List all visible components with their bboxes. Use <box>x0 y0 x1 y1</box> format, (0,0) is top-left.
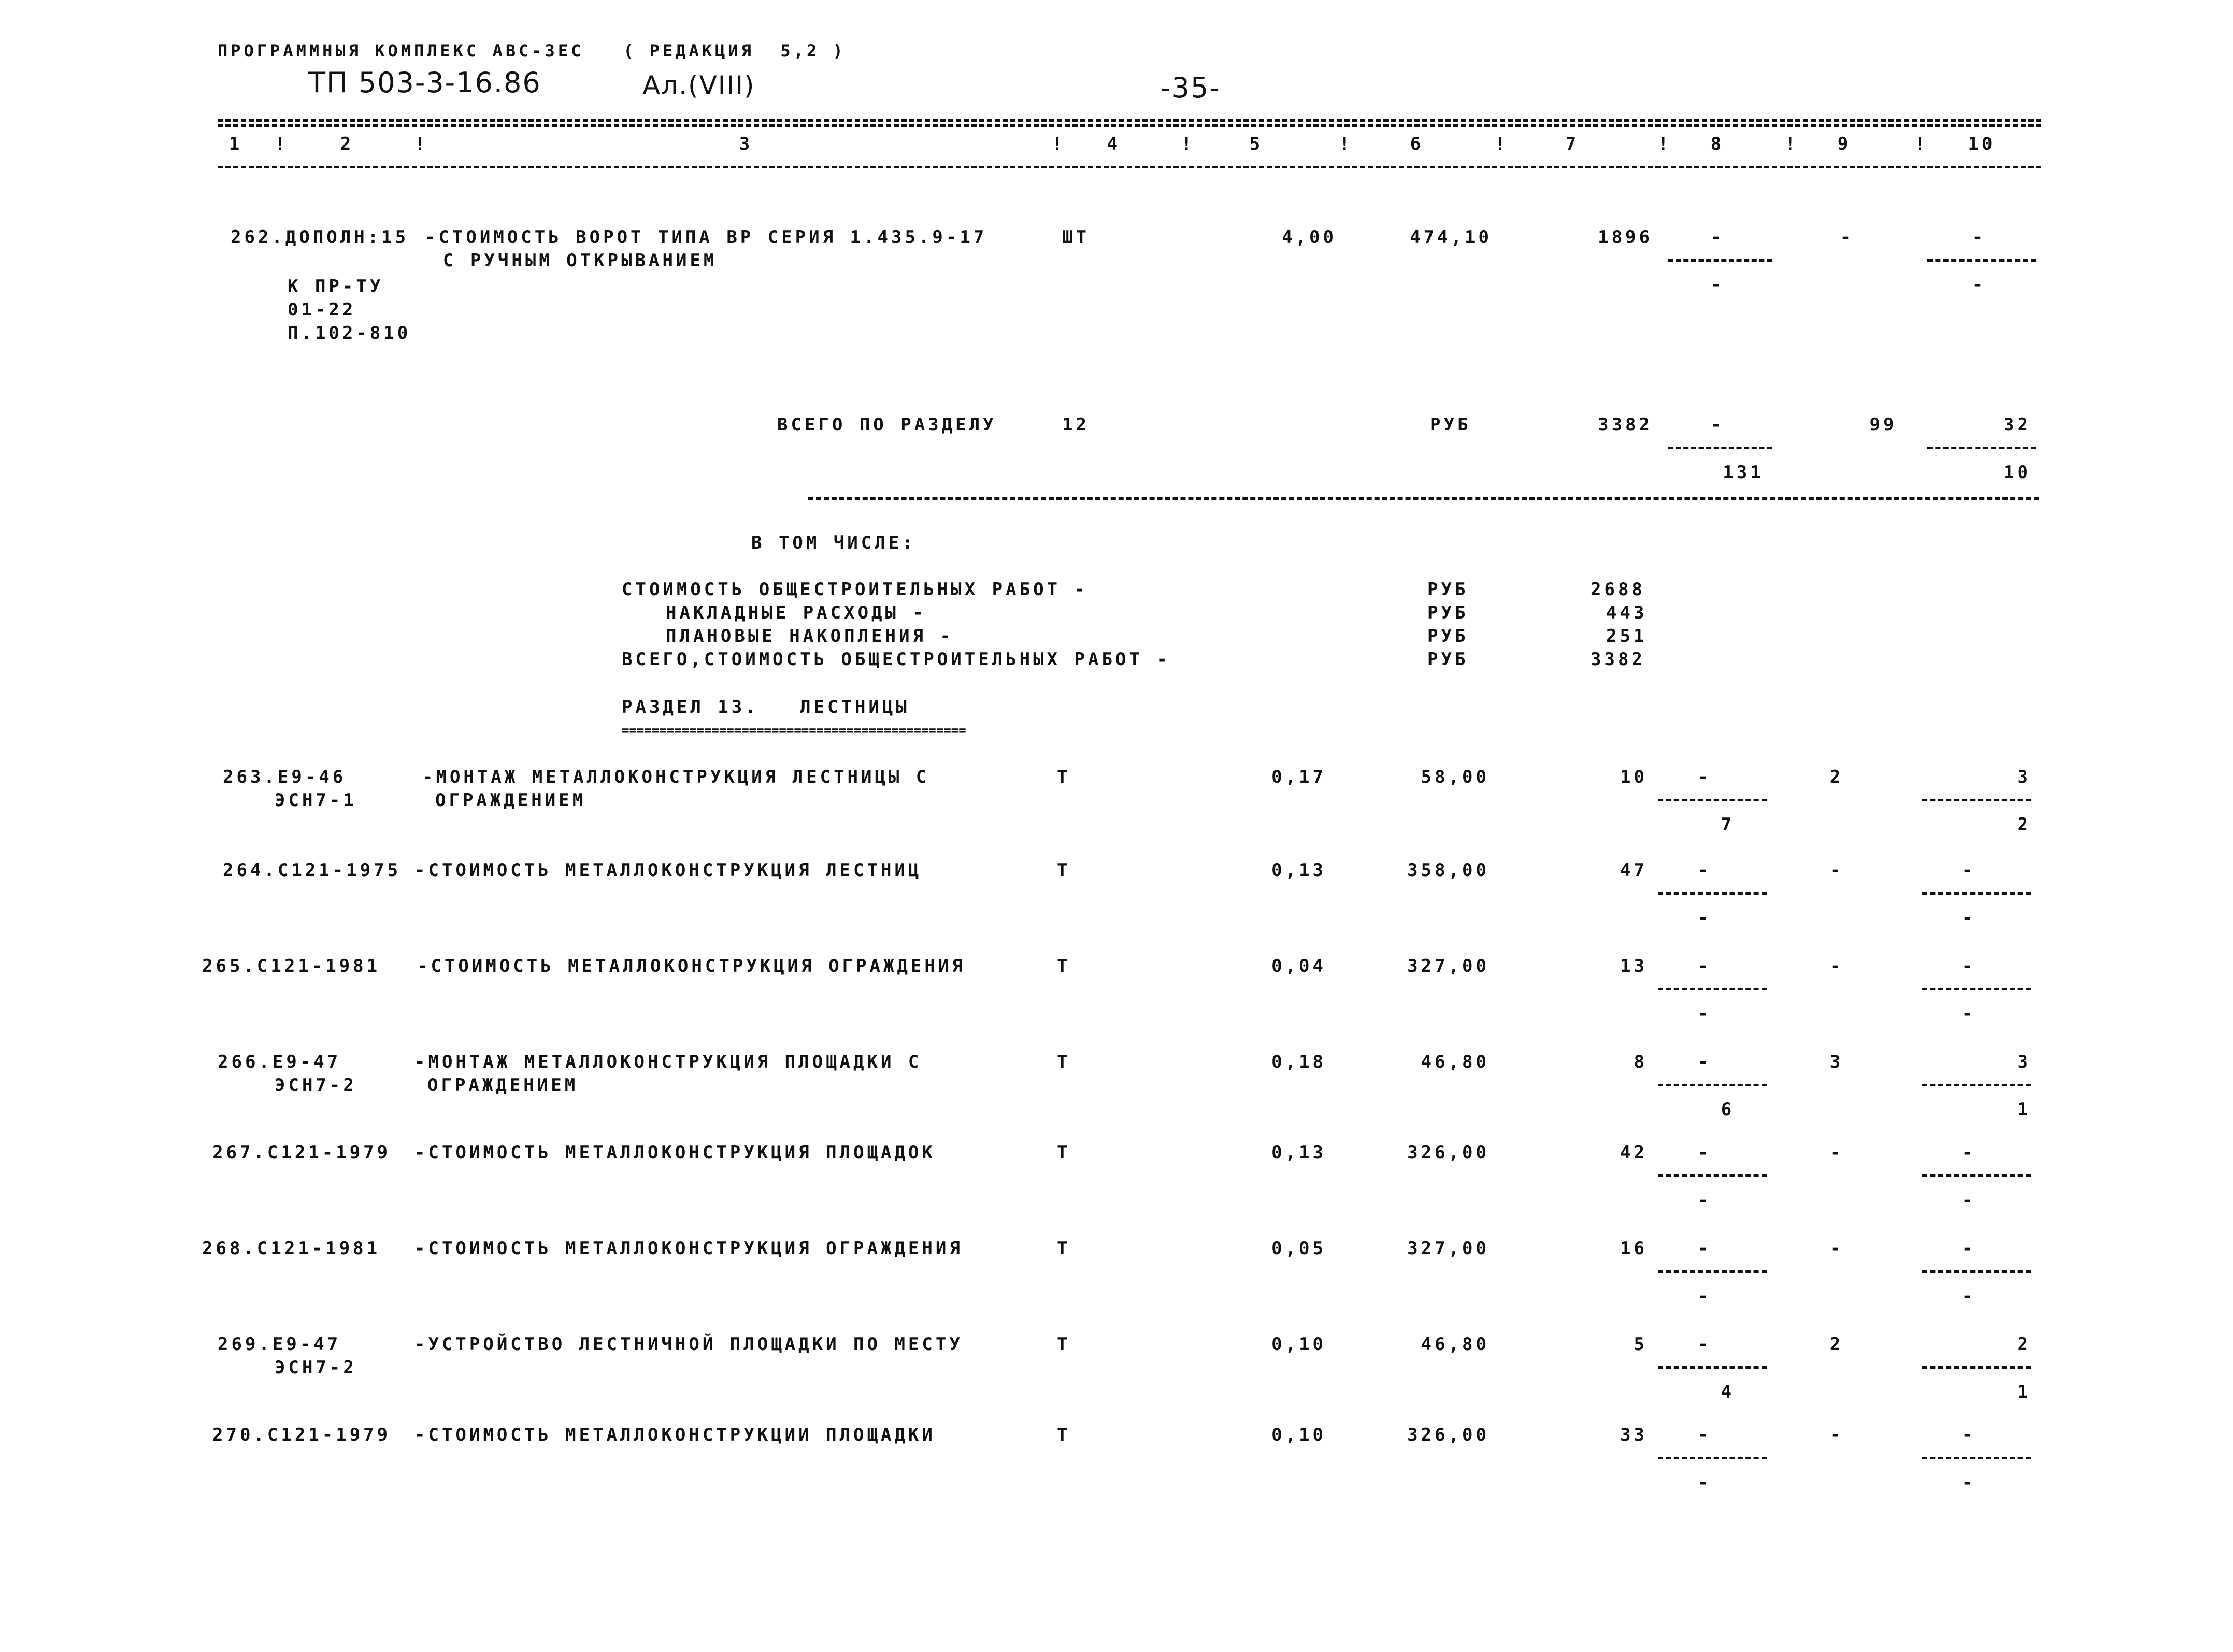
item-total: 33 <box>1620 1425 1648 1445</box>
item-c10-bot: 1 <box>2017 1099 2031 1120</box>
item-price: 58,00 <box>1421 767 1490 787</box>
col-num-2: 2 <box>340 134 354 154</box>
col-sep: ! <box>1658 134 1672 154</box>
item-desc: -СТОИМОСТЬ МЕТАЛЛОКОНСТРУКЦИЯ ОГРАЖДЕНИЯ <box>417 956 966 976</box>
item-ref: 01-22 <box>288 299 356 320</box>
item-unit: Т <box>1057 1425 1071 1445</box>
item-ref: К ПР-ТУ <box>288 276 384 297</box>
item-desc-cont: С РУЧНЫМ ОТКРЫВАНИЕМ <box>443 250 718 271</box>
item-c10-top: - <box>1962 1142 1976 1163</box>
item-c9: - <box>1829 1425 1844 1445</box>
item-desc: -МОНТАЖ МЕТАЛЛОКОНСТРУКЦИЯ ПЛОЩАДКИ С <box>414 1052 922 1072</box>
item-qty: 0,13 <box>1271 860 1326 881</box>
item-total: 42 <box>1620 1142 1648 1163</box>
item-total: 1896 <box>1598 227 1653 248</box>
item-c8-bot: 6 <box>1721 1099 1735 1120</box>
col-sep: ! <box>1339 134 1353 154</box>
including-row-unit: РУБ <box>1427 579 1469 600</box>
program-header: ПРОГРАММНЫЯ КОМПЛЕКС АВС-3ЕС ( РЕДАКЦИЯ 5,2 ) <box>218 41 846 61</box>
item-qty: 0,13 <box>1271 1142 1326 1163</box>
section-total-unit: РУБ <box>1430 414 1471 435</box>
col-num-9: 9 <box>1837 134 1852 154</box>
col-num-1: 1 <box>228 134 243 154</box>
section-total-c10-top: 32 <box>2003 414 2031 435</box>
including-row-value: 443 <box>1606 602 1648 623</box>
item-code: 265.С121-1981 <box>202 956 381 976</box>
item-subcode: ЭСН7-2 <box>275 1357 357 1378</box>
item-desc-cont: ОГРАЖДЕНИЕМ <box>435 790 586 811</box>
including-row-value: 2688 <box>1591 579 1645 600</box>
item-qty: 0,17 <box>1271 767 1326 787</box>
including-row-value: 3382 <box>1591 649 1645 670</box>
col-sep: ! <box>414 134 428 154</box>
item-total: 16 <box>1620 1238 1648 1259</box>
album-number: Ал.(VIII) <box>642 70 755 100</box>
item-c8-top: - <box>1697 1142 1712 1163</box>
item-price: 358,00 <box>1407 860 1490 881</box>
item-total: 10 <box>1620 767 1648 787</box>
item-c8-bot: - <box>1697 1472 1712 1493</box>
item-c8-bot: - <box>1697 1286 1712 1306</box>
item-qty: 0,05 <box>1271 1238 1326 1259</box>
item-code: 263.Е9-46 <box>223 767 347 787</box>
including-row-value: 251 <box>1606 626 1648 647</box>
item-c10-divider <box>1922 988 2031 990</box>
col-num-4: 4 <box>1107 134 1121 154</box>
section-total-divider <box>808 497 2039 500</box>
col-sep: ! <box>1785 134 1799 154</box>
item-unit: Т <box>1057 956 1071 976</box>
item-desc: -СТОИМОСТЬ МЕТАЛЛОКОНСТРУКЦИЯ ОГРАЖДЕНИЯ <box>414 1238 963 1259</box>
item-code: 268.С121-1981 <box>202 1238 381 1259</box>
item-c9: 3 <box>1829 1052 1844 1072</box>
section-13-title: РАЗДЕЛ 13. ЛЕСТНИЦЫ <box>622 697 910 717</box>
item-c9: 2 <box>1829 1334 1844 1355</box>
item-c8-top: - <box>1697 956 1712 976</box>
item-price: 327,00 <box>1407 1238 1490 1259</box>
item-unit: ШТ <box>1062 227 1090 248</box>
including-row-label: СТОИМОСТЬ ОБЩЕСТРОИТЕЛЬНЫХ РАБОТ - <box>622 579 1088 600</box>
item-price: 326,00 <box>1407 1425 1490 1445</box>
item-c10-divider <box>1922 892 2031 895</box>
item-desc: -СТОИМОСТЬ ВОРОТ ТИПА ВР СЕРИЯ 1.435.9-17 <box>425 227 987 248</box>
item-c10-top: 2 <box>2017 1334 2031 1355</box>
section-total-c8-divider <box>1668 447 1772 449</box>
item-c9: - <box>1829 860 1844 881</box>
item-desc: -СТОИМОСТЬ МЕТАЛЛОКОНСТРУКЦИЯ ПЛОЩАДОК <box>414 1142 936 1163</box>
item-c10-top: - <box>1962 860 1976 881</box>
header-divider-top <box>218 119 2041 122</box>
including-row-label: ПЛАНОВЫЕ НАКОПЛЕНИЯ - <box>666 626 954 647</box>
item-c10-top: - <box>1962 956 1976 976</box>
item-unit: Т <box>1057 860 1071 881</box>
item-code: 269.Е9-47 <box>218 1334 341 1355</box>
header-divider-top-2 <box>218 124 2041 127</box>
item-c8-divider <box>1658 1270 1767 1273</box>
section-13-underline: ============================================== <box>622 723 966 738</box>
col-num-10: 10 <box>1968 134 1996 154</box>
item-c10-divider <box>1922 1084 2031 1086</box>
item-c8-divider <box>1658 1366 1767 1369</box>
including-row-unit: РУБ <box>1427 602 1469 623</box>
item-unit: Т <box>1057 1238 1071 1259</box>
section-total-c10-bot: 10 <box>2003 462 2031 483</box>
col-num-8: 8 <box>1710 134 1725 154</box>
item-c8-top: - <box>1697 767 1712 787</box>
item-price: 327,00 <box>1407 956 1490 976</box>
item-total: 5 <box>1634 1334 1648 1355</box>
section-total-c10-divider <box>1927 447 2036 449</box>
item-subcode: ЭСН7-2 <box>275 1075 357 1096</box>
item-c8-top: - <box>1710 227 1725 248</box>
including-row-unit: РУБ <box>1427 649 1469 670</box>
item-c9: 2 <box>1829 767 1844 787</box>
item-c8-divider <box>1658 1457 1767 1459</box>
col-num-7: 7 <box>1565 134 1580 154</box>
item-c8-divider <box>1658 1084 1767 1086</box>
item-c8-bot: 4 <box>1721 1382 1735 1402</box>
section-total-c8-top: - <box>1710 414 1725 435</box>
item-c9: - <box>1840 227 1854 248</box>
section-total-c9: 99 <box>1869 414 1897 435</box>
item-qty: 4,00 <box>1282 227 1337 248</box>
item-ref: П.102-810 <box>288 323 411 343</box>
item-c10-top: 3 <box>2017 1052 2031 1072</box>
item-c10-bot: - <box>1962 908 1976 928</box>
item-code: 262.ДОПОЛН:15 <box>231 227 409 248</box>
item-c10-bot: 2 <box>2017 814 2031 835</box>
item-qty: 0,10 <box>1271 1425 1326 1445</box>
including-row-unit: РУБ <box>1427 626 1469 647</box>
item-c10-bot: - <box>1972 275 1986 295</box>
item-c8-bot: - <box>1710 275 1725 295</box>
item-c10-divider <box>1922 799 2031 801</box>
item-c10-bot: 1 <box>2017 1382 2031 1402</box>
item-qty: 0,04 <box>1271 956 1326 976</box>
col-num-5: 5 <box>1249 134 1264 154</box>
item-code: 270.С121-1979 <box>212 1425 391 1445</box>
item-c8-top: - <box>1697 1238 1712 1259</box>
item-c8-bot: - <box>1697 1190 1712 1211</box>
item-price: 474,10 <box>1410 227 1492 248</box>
item-unit: Т <box>1057 1334 1071 1355</box>
item-c9: - <box>1829 1238 1844 1259</box>
item-c10-bot: - <box>1962 1472 1976 1493</box>
item-price: 326,00 <box>1407 1142 1490 1163</box>
item-c8-top: - <box>1697 1425 1712 1445</box>
item-code: 264.С121-1975 <box>223 860 402 881</box>
section-total-value: 3382 <box>1598 414 1653 435</box>
section-total-label: ВСЕГО ПО РАЗДЕЛУ <box>777 414 997 435</box>
item-subcode: ЭСН7-1 <box>275 790 357 811</box>
item-c10-bot: - <box>1962 1003 1976 1024</box>
item-price: 46,80 <box>1421 1052 1490 1072</box>
header-divider-bottom <box>218 166 2041 168</box>
item-c8-top: - <box>1697 860 1712 881</box>
item-c8-top: - <box>1697 1334 1712 1355</box>
item-c10-divider <box>1922 1270 2031 1273</box>
item-c10-top: 3 <box>2017 767 2031 787</box>
item-c10-top: - <box>1972 227 1986 248</box>
col-sep: ! <box>275 134 289 154</box>
item-c8-bot: 7 <box>1721 814 1735 835</box>
section-total-num: 12 <box>1062 414 1090 435</box>
item-unit: Т <box>1057 767 1071 787</box>
item-c9: - <box>1829 1142 1844 1163</box>
item-total: 47 <box>1620 860 1648 881</box>
item-unit: Т <box>1057 1142 1071 1163</box>
item-c8-divider <box>1658 1174 1767 1177</box>
item-c10-divider <box>1922 1174 2031 1177</box>
item-c8-bot: - <box>1697 908 1712 928</box>
item-total: 8 <box>1634 1052 1648 1072</box>
item-c8-top: - <box>1697 1052 1712 1072</box>
item-c10-bot: - <box>1962 1286 1976 1306</box>
item-c8-divider <box>1668 259 1772 262</box>
item-code: 266.Е9-47 <box>218 1052 341 1072</box>
col-sep: ! <box>1495 134 1509 154</box>
item-desc: -СТОИМОСТЬ МЕТАЛЛОКОНСТРУКЦИЯ ЛЕСТНИЦ <box>414 860 922 881</box>
item-desc: -МОНТАЖ МЕТАЛЛОКОНСТРУКЦИЯ ЛЕСТНИЦЫ С <box>422 767 930 787</box>
item-c8-divider <box>1658 799 1767 801</box>
item-price: 46,80 <box>1421 1334 1490 1355</box>
page-number: -35- <box>1161 71 1221 104</box>
including-row-label: ВСЕГО,СТОИМОСТЬ ОБЩЕСТРОИТЕЛЬНЫХ РАБОТ - <box>622 649 1170 670</box>
col-sep: ! <box>1914 134 1928 154</box>
item-unit: Т <box>1057 1052 1071 1072</box>
col-num-6: 6 <box>1410 134 1424 154</box>
item-c10-top: - <box>1962 1238 1976 1259</box>
item-desc: -СТОИМОСТЬ МЕТАЛЛОКОНСТРУКЦИИ ПЛОЩАДКИ <box>414 1425 936 1445</box>
item-qty: 0,10 <box>1271 1334 1326 1355</box>
item-total: 13 <box>1620 956 1648 976</box>
item-c9: - <box>1829 956 1844 976</box>
item-c10-divider <box>1927 259 2036 262</box>
section-total-c8-bot: 131 <box>1723 462 1764 483</box>
item-c8-divider <box>1658 988 1767 990</box>
item-c10-top: - <box>1962 1425 1976 1445</box>
col-num-3: 3 <box>739 134 753 154</box>
including-label: В ТОМ ЧИСЛЕ: <box>751 533 916 553</box>
item-c10-bot: - <box>1962 1190 1976 1211</box>
project-code: ТП 503-3-16.86 <box>308 66 541 99</box>
col-sep: ! <box>1181 134 1195 154</box>
item-desc: -УСТРОЙСТВО ЛЕСТНИЧНОЙ ПЛОЩАДКИ ПО МЕСТУ <box>414 1334 963 1355</box>
item-c10-divider <box>1922 1457 2031 1459</box>
including-row-label: НАКЛАДНЫЕ РАСХОДЫ - <box>666 602 926 623</box>
item-code: 267.С121-1979 <box>212 1142 391 1163</box>
item-c8-bot: - <box>1697 1003 1712 1024</box>
item-qty: 0,18 <box>1271 1052 1326 1072</box>
col-sep: ! <box>1052 134 1066 154</box>
item-c8-divider <box>1658 892 1767 895</box>
item-c10-divider <box>1922 1366 2031 1369</box>
item-desc-cont: ОГРАЖДЕНИЕМ <box>427 1075 579 1096</box>
